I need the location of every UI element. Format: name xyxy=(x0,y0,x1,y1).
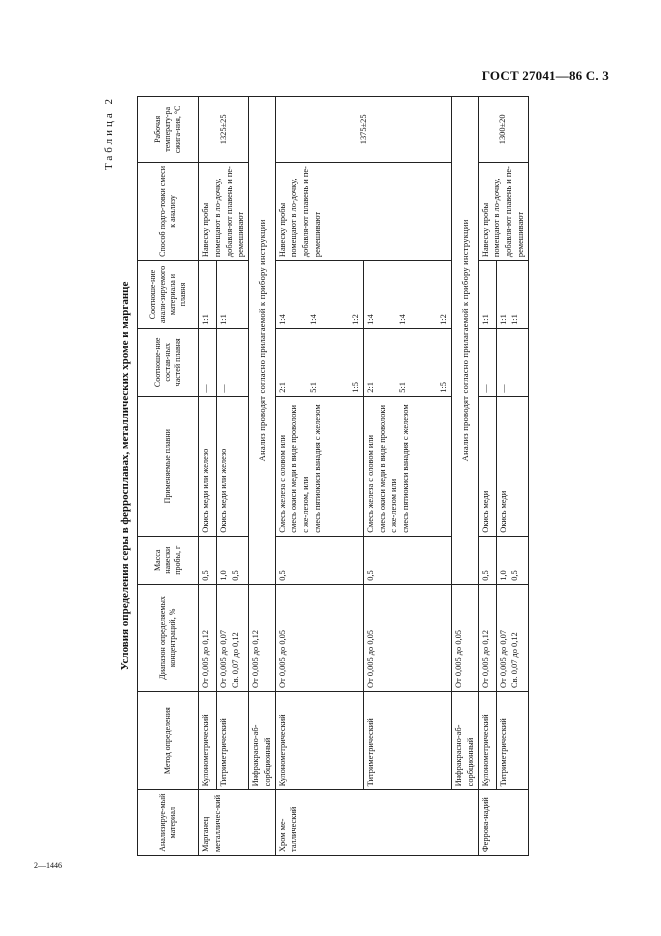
temp-cell: 1300±20 xyxy=(478,97,528,163)
table-label: Таблица 2 xyxy=(103,96,115,171)
mass-value: 1,0 xyxy=(498,570,508,581)
ratio-flux-cell: — xyxy=(216,328,248,396)
ratio-value: 1:1 xyxy=(510,314,520,325)
method-cell: Кулонометрический xyxy=(275,691,363,789)
flux-cell: Окись меди xyxy=(478,396,496,536)
flux-value: смесь пятиокиси ванадия с железом xyxy=(312,404,322,533)
mass-cell: 0,5 xyxy=(363,536,451,584)
temp-cell: 1325±25 xyxy=(199,97,249,163)
flux-value: смесь окиси меди в виде проволоки с же-лезом или xyxy=(377,405,399,533)
sulfur-conditions-table xyxy=(137,96,529,856)
flux-cell xyxy=(275,396,363,536)
flux-value: смесь окиси меди в виде проволоки с же-лезом, или xyxy=(289,405,311,533)
col-fluxes: Применяемые плавни xyxy=(138,396,199,536)
flux-value: Смесь железа с оловом или xyxy=(365,435,375,533)
col-material: Анализируе-мый материал xyxy=(138,790,199,856)
mass-cell: 0,5 xyxy=(199,536,217,584)
method-cell: Инфракрасно-аб-сорбционный xyxy=(249,691,276,789)
ratio-value: 1:5 xyxy=(439,382,449,393)
prep-cell: Навеску пробы помещают в ло-дочку, добавля-ют плавень и пе-ремешивают xyxy=(478,162,528,260)
flux-cell: Окись меди или железо xyxy=(199,396,217,536)
ratio-value: 1:2 xyxy=(439,314,449,325)
prep-cell: Навеску пробы помещают в ло-дочку, добавля-ют плавень и пе-ремешивают xyxy=(275,162,452,260)
method-cell: Титриметрический xyxy=(496,691,528,789)
range-value: От 0,005 до 0,07 xyxy=(218,630,228,688)
col-mass: Масса навески пробы, г xyxy=(138,536,199,584)
mass-cell: 0,5 xyxy=(275,536,363,584)
rotated-table-block xyxy=(97,96,603,856)
ratio-value: 1:5 xyxy=(351,382,361,393)
ratio-value: 2:1 xyxy=(365,382,375,393)
range-cell: От 0,005 до 0,05 xyxy=(275,584,363,691)
instruction-note: Анализ проводят согласно прилагаемой к прибору инструкции xyxy=(249,97,276,585)
table-row xyxy=(478,97,496,856)
mass-cell: 0,5 xyxy=(478,536,496,584)
mass-value: 0,5 xyxy=(510,570,520,581)
col-prep: Способ подго-товки смеси к анализу xyxy=(138,162,199,260)
range-cell: От 0,005 до 0,05 xyxy=(363,584,451,691)
col-temp: Рабочая температу-ра сжига-ния, °С xyxy=(138,97,199,163)
ratio-value: 1:4 xyxy=(309,314,319,325)
range-value: Св. 0,07 до 0,12 xyxy=(510,632,520,688)
mass-value: 0,5 xyxy=(230,570,240,581)
col-ratio-flux: Соотноше-ние состав-ных частей плавня xyxy=(138,328,199,396)
range-cell xyxy=(216,584,248,691)
method-cell: Кулонометрический xyxy=(199,691,217,789)
ratio-value: 1:2 xyxy=(351,314,361,325)
range-cell xyxy=(496,584,528,691)
ratio-sample-cell xyxy=(275,261,363,329)
ratio-value: 1:1 xyxy=(498,314,508,325)
table-row xyxy=(452,97,479,856)
temp-cell: 1375±25 xyxy=(275,97,452,163)
prep-cell: Навеску пробы помещают в ло-дочку, добавля-ют плавень и пе-ремешивают xyxy=(199,162,249,260)
col-method: Метод определения xyxy=(138,691,199,789)
instruction-note: Анализ проводят согласно прилагаемой к прибору инструкции xyxy=(452,97,479,585)
range-cell: От 0,005 до 0,12 xyxy=(199,584,217,691)
mass-value: 1,0 xyxy=(218,570,228,581)
ratio-value: 1:4 xyxy=(397,314,407,325)
ratio-value: 1:4 xyxy=(365,314,375,325)
flux-cell: Окись меди или железо xyxy=(216,396,248,536)
table-header-row xyxy=(138,97,199,856)
material-cell: Марганец металличес-кий xyxy=(199,790,276,856)
ratio-value: 2:1 xyxy=(277,382,287,393)
page-header: ГОСТ 27041—86 С. 3 xyxy=(481,68,609,83)
method-cell: Инфракрасно-аб-сорбционный xyxy=(452,691,479,789)
material-cell: Хром ме-таллический xyxy=(275,790,478,856)
mass-cell xyxy=(496,536,528,584)
method-cell: Кулонометрический xyxy=(478,691,496,789)
ratio-sample-cell: 1:1 xyxy=(478,261,496,329)
method-cell: Титриметрический xyxy=(363,691,451,789)
page-code: 2—1446 xyxy=(34,861,62,870)
range-cell: От 0,005 до 0,12 xyxy=(249,584,276,691)
ratio-flux-cell xyxy=(275,328,363,396)
table-row xyxy=(275,97,363,856)
range-value: От 0,005 до 0,07 xyxy=(498,630,508,688)
col-range: Диапазон определяемых концентраций, % xyxy=(138,584,199,691)
table-title: Условия определения серы в ферросплавах, металлических хроме и марганце xyxy=(119,281,131,671)
material-cell: Феррова-надий xyxy=(478,790,528,856)
range-value: Св. 0,07 до 0,12 xyxy=(230,632,240,688)
table-row xyxy=(199,97,217,856)
ratio-sample-cell xyxy=(363,261,451,329)
flux-cell: Окись меди xyxy=(496,396,528,536)
ratio-flux-cell xyxy=(363,328,451,396)
flux-value: Смесь железа с оловом или xyxy=(277,435,287,533)
ratio-flux-cell: — xyxy=(478,328,496,396)
ratio-sample-cell: 1:1 xyxy=(199,261,217,329)
method-cell: Титриметрический xyxy=(216,691,248,789)
col-ratio-sample: Соотноше-ние анали-зируемого материала и плавня xyxy=(138,261,199,329)
ratio-value: 5:1 xyxy=(309,382,319,393)
range-cell: От 0,005 до 0,05 xyxy=(452,584,479,691)
flux-cell xyxy=(363,396,451,536)
ratio-sample-cell: 1:1 xyxy=(216,261,248,329)
ratio-flux-cell: — xyxy=(199,328,217,396)
table-row xyxy=(249,97,276,856)
ratio-sample-cell xyxy=(496,261,528,329)
ratio-value: 1:4 xyxy=(277,314,287,325)
range-cell: От 0,005 до 0,12 xyxy=(478,584,496,691)
flux-value: смесь пятиокиси ванадия с железом xyxy=(401,404,411,533)
ratio-value: 5:1 xyxy=(397,382,407,393)
mass-cell xyxy=(216,536,248,584)
ratio-flux-cell: — xyxy=(496,328,528,396)
